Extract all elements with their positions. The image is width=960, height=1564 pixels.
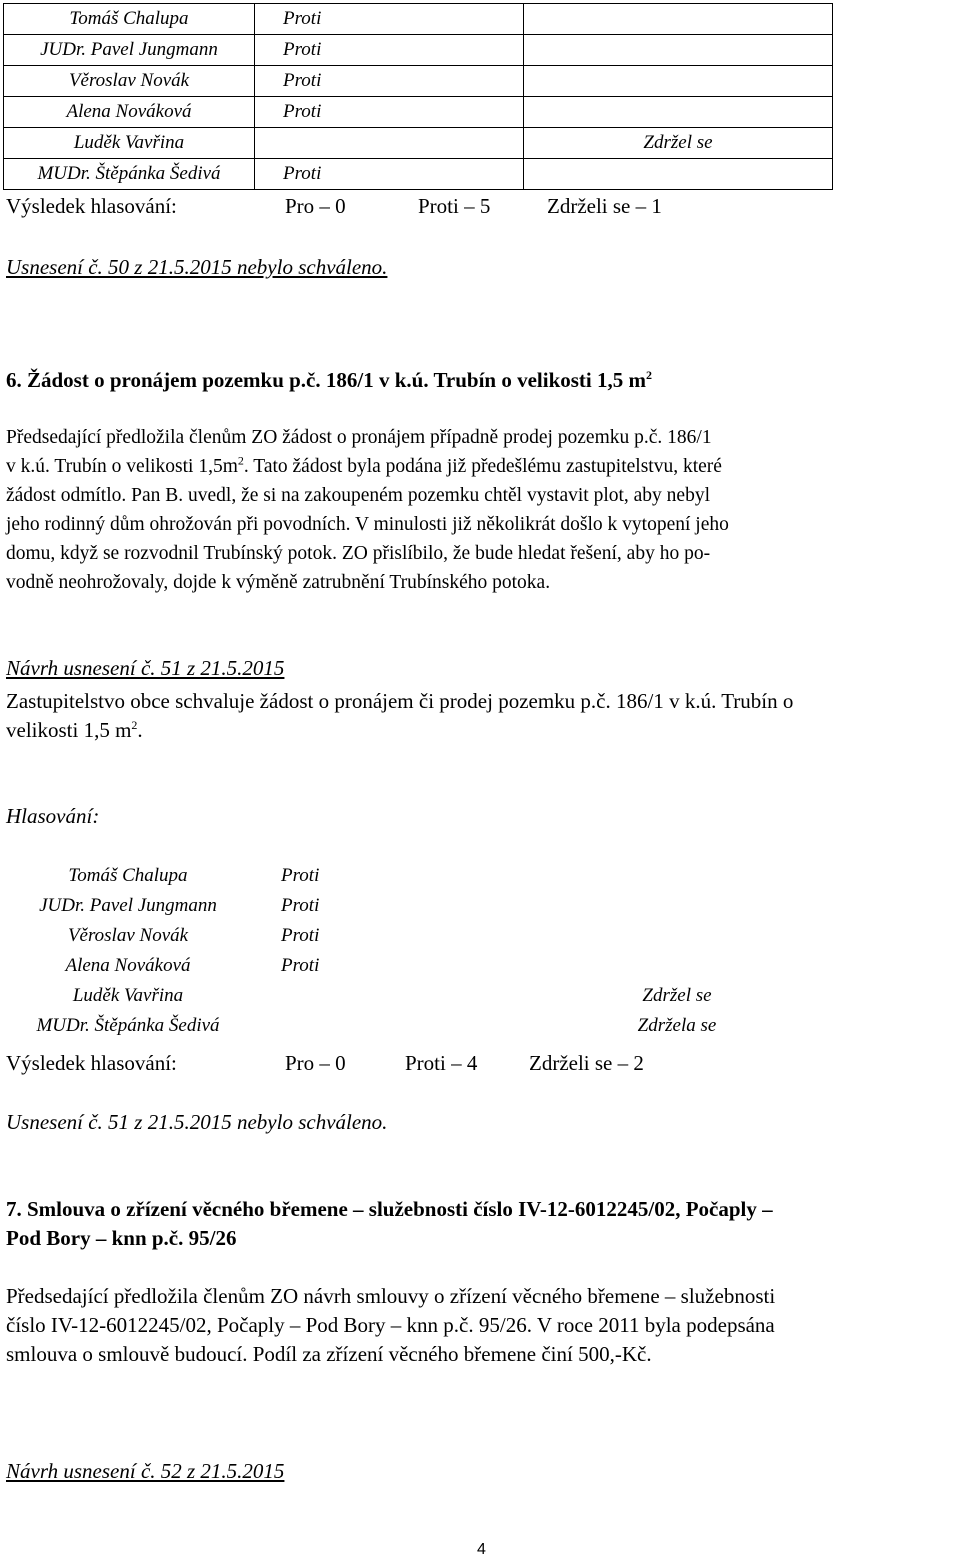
vote-zdrzel [521, 951, 833, 981]
voter-name: JUDr. Pavel Jungmann [4, 35, 255, 66]
voter-name: MUDr. Štěpánka Šedivá [36, 1015, 220, 1036]
item6-line-5: domu, když se rozvodnil Trubínský potok. ZO přislíbilo, že bude hledat řešení, aby ho po- [6, 543, 711, 564]
vote-zdrzel: Zdržel se [524, 128, 833, 159]
vote1-result-label: Výsledek hlasování: [6, 194, 177, 218]
voter-name: Luděk Vavřina [4, 128, 255, 159]
item7-heading-1: 7. Smlouva o zřízení věcného břemene – služebnosti číslo IV-12-6012245/02, Počaply – [6, 1197, 773, 1221]
item7-line-2: číslo IV-12-6012245/02, Počaply – Pod Bory – knn p.č. 95/26. V roce 2011 byla podepsána [6, 1313, 775, 1337]
vote1-result-zdrzeli: Zdrželi se – 1 [547, 194, 662, 218]
vote-zdrzel [521, 861, 833, 891]
voter-name: Tomáš Chalupa [4, 4, 255, 35]
voter-name: MUDr. Štěpánka Šedivá [4, 159, 255, 190]
vote-zdrzel [524, 159, 833, 190]
vote-zdrzel: Zdržel se [642, 985, 712, 1006]
vote-row [4, 159, 833, 190]
voter-name: Luděk Vavřina [72, 985, 184, 1006]
vote-proti: Proti [255, 66, 524, 97]
vote-table-2 [3, 861, 833, 1041]
vote-proti: Proti [281, 925, 320, 946]
vote1-resolution: Usnesení č. 50 z 21.5.2015 nebylo schváleno. [6, 255, 388, 279]
vote-proti: Proti [281, 955, 320, 976]
item6-line-2: v k.ú. Trubín o velikosti $1,5m^2$. Tato žádost byla podána již předešlému zastupitelstvu, které [6, 453, 722, 477]
vote-zdrzel [524, 4, 833, 35]
vote-row [3, 951, 833, 981]
vote1-result [6, 194, 906, 220]
voting-label: Hlasování: [6, 804, 100, 828]
voter-name: Tomáš Chalupa [68, 865, 188, 886]
voter-name: Alena Nováková [65, 955, 191, 976]
item6-proposal-label: Návrh usnesení č. 51 z 21.5.2015 [6, 656, 285, 680]
item6-heading: 6. Žádost o pronájem pozemku p.č. 186/1 v k.ú. Trubín o velikosti 1,5 $m^2$ [6, 368, 652, 392]
vote-zdrzel [524, 35, 833, 66]
vote-row [4, 128, 833, 159]
vote-row [3, 921, 833, 951]
item7-line-3: smlouva o smlouvě budoucí. Podíl za zřízení věcného břemene činí 500,-Kč. [6, 1342, 652, 1366]
vote-row [4, 97, 833, 128]
vote-zdrzel [524, 66, 833, 97]
vote-zdrzel [521, 921, 833, 951]
item6-line-3: žádost odmítlo. Pan B. uvedl, že si na zakoupeném pozemku chtěl vystavit plot, aby nebyl [6, 485, 711, 506]
item6-line-6: vodně neohrožovaly, dojde k výměně zatrubnění Trubínského potoka. [6, 572, 551, 593]
vote-row [4, 4, 833, 35]
vote2-result-proti: Proti – 4 [405, 1051, 478, 1075]
item7-heading-2: Pod Bory – knn p.č. 95/26 [6, 1226, 237, 1250]
vote-proti [255, 128, 524, 159]
vote-zdrzel: Zdržela se [637, 1015, 717, 1036]
vote-row [4, 66, 833, 97]
page-number: 4 [477, 1541, 486, 1558]
vote-row [3, 861, 833, 891]
voter-name: JUDr. Pavel Jungmann [39, 895, 217, 916]
vote-proti [253, 1011, 521, 1041]
vote-zdrzel [524, 97, 833, 128]
vote-row [3, 1011, 833, 1041]
vote-proti: Proti [255, 35, 524, 66]
vote-row [3, 981, 833, 1011]
item6-proposal-text-2: velikosti 1,5 $m^2$. [6, 718, 143, 742]
vote2-result-label: Výsledek hlasování: [6, 1051, 177, 1075]
vote-proti: Proti [281, 895, 320, 916]
vote2-resolution: Usnesení č. 51 z 21.5.2015 nebylo schváleno. [6, 1110, 388, 1134]
vote-row [3, 891, 833, 921]
item7-line-1: Předsedající předložila členům ZO návrh smlouvy o zřízení věcného břemene – služebnosti [6, 1284, 776, 1308]
voter-name: Alena Nováková [4, 97, 255, 128]
vote-proti [253, 981, 521, 1011]
vote-row [4, 35, 833, 66]
item6-proposal-text-1: Zastupitelstvo obce schvaluje žádost o pronájem či prodej pozemku p.č. 186/1 v k.ú. Trubín o [6, 689, 794, 713]
voter-name: Věroslav Novák [67, 925, 189, 946]
vote-proti: Proti [255, 159, 524, 190]
vote2-result-pro: Pro – 0 [285, 1051, 346, 1075]
vote-table-1 [3, 3, 833, 190]
vote-zdrzel [521, 891, 833, 921]
item6-line-1: Předsedající předložila členům ZO žádost o pronájem případně prodej pozemku p.č. 186/1 [6, 427, 712, 448]
vote-proti: Proti [255, 4, 524, 35]
item7-proposal-label: Návrh usnesení č. 52 z 21.5.2015 [6, 1459, 285, 1483]
vote2-result [6, 1051, 906, 1077]
vote-proti: Proti [281, 865, 320, 886]
item6-line-4: jeho rodinný dům ohrožován při povodních. V minulosti již několikrát došlo k vytopení jeho [6, 514, 729, 535]
vote1-result-pro: Pro – 0 [285, 194, 346, 218]
vote2-result-zdrzeli: Zdrželi se – 2 [529, 1051, 644, 1075]
vote-proti: Proti [255, 97, 524, 128]
voter-name: Věroslav Novák [4, 66, 255, 97]
vote1-result-proti: Proti – 5 [418, 194, 491, 218]
